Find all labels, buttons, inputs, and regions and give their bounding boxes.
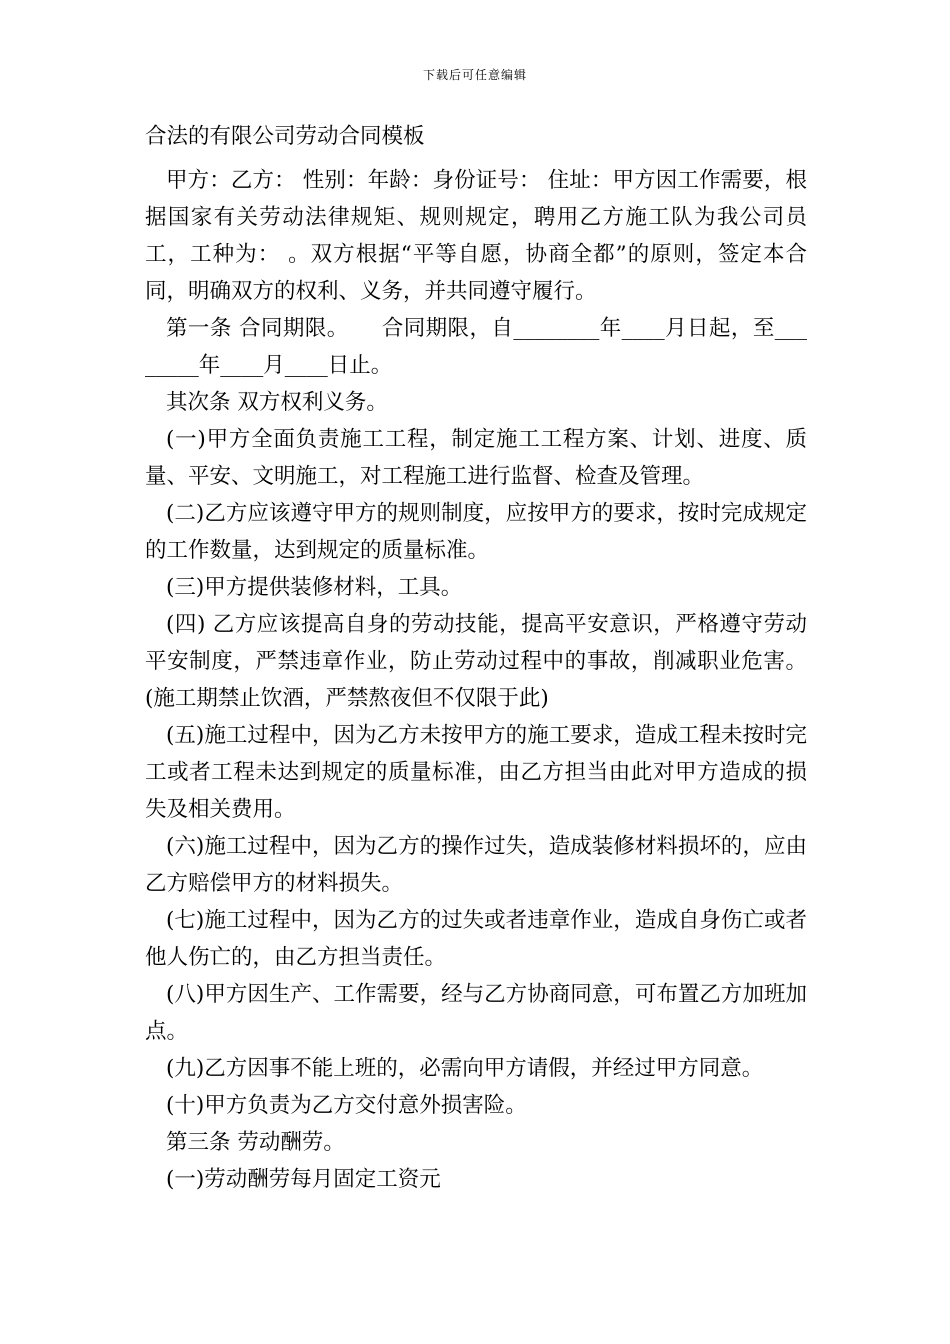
paragraph-clause-2-3: (三)甲方提供装修材料，工具。 — [166, 575, 463, 600]
paragraph-clause-2-6: (六)施工过程中，因为乙方的操作过失，造成装修材料损坏的，应由乙方赔偿甲方的材料损失。 — [145, 834, 807, 896]
paragraph-clause-2-7: (七)施工过程中，因为乙方的过失或者违章作业，造成自身伤亡或者他人伤亡的，由乙方担当责任。 — [145, 908, 807, 970]
paragraph-clause-3-1: (一)劳动酬劳每月固定工资元 — [166, 1167, 441, 1192]
paragraph-article-1: 第一条 合同期限。 合同期限，自________年____月日起，至________年____月____日止。 — [145, 316, 807, 378]
paragraph-clause-2-10: (十)甲方负责为乙方交付意外损害险。 — [166, 1093, 527, 1118]
paragraph-clause-2-2: (二)乙方应该遵守甲方的规则制度，应按甲方的要求，按时完成规定的工作数量，达到规定的质量标准。 — [145, 501, 807, 563]
paragraph-clause-2-9: (九)乙方因事不能上班的，必需向甲方请假，并经过甲方同意。 — [166, 1056, 764, 1081]
document-body — [145, 112, 807, 1198]
paragraph-article-2: 其次条 双方权利义务。 — [166, 390, 388, 415]
paragraph-article-3: 第三条 劳动酬劳。 — [166, 1130, 345, 1155]
paragraph-clause-2-8: (八)甲方因生产、工作需要，经与乙方协商同意，可布置乙方加班加点。 — [145, 982, 807, 1044]
document-title: 合法的有限公司劳动合同模板 — [145, 124, 425, 149]
paragraph-clause-2-1: (一)甲方全面负责施工工程，制定施工工程方案、计划、进度、质量、平安、文明施工，对工程施工进行监督、检查及管理。 — [145, 427, 807, 489]
paragraph-clause-2-4: (四) 乙方应该提高自身的劳动技能，提高平安意识，严格遵守劳动平安制度，严禁违章作业，防止劳动过程中的事故，削减职业危害。(施工期禁止饮酒，严禁熬夜但不仅限于此) — [145, 612, 807, 711]
header-note: 下载后可任意编辑 — [422, 68, 527, 82]
paragraph-clause-2-5: (五)施工过程中，因为乙方未按甲方的施工要求，造成工程未按时完工或者工程未达到规定的质量标准，由乙方担当由此对甲方造成的损失及相关费用。 — [145, 723, 807, 822]
paragraph-parties: 甲方：乙方： 性别：年龄：身份证号： 住址：甲方因工作需要，根据国家有关劳动法律规矩、规则规定，聘用乙方施工队为我公司员工，工种为： 。双方根据“平等自愿，协商全都”的原则，签定本合同，明确双方的权利、义务，并共同遵守履行。 — [145, 168, 807, 304]
